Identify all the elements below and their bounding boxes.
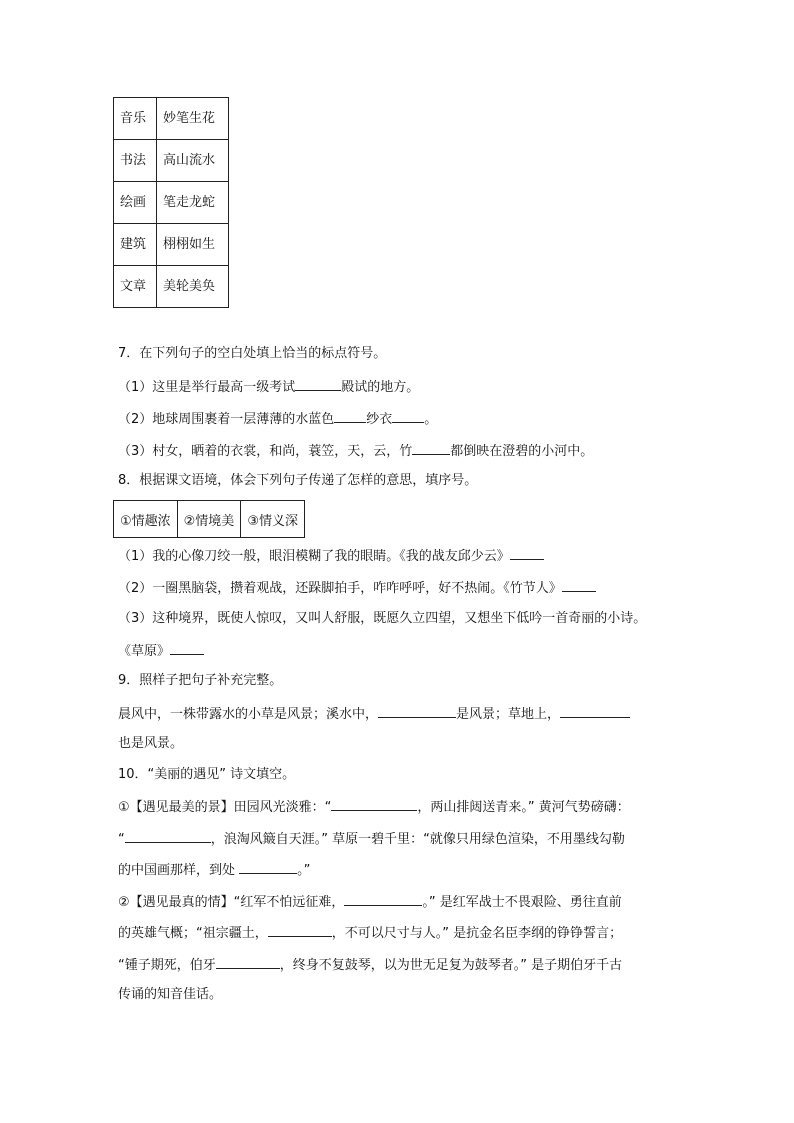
q8-s3-text-b: 《草原》: [118, 644, 171, 659]
options-table: [113, 500, 305, 538]
q8-s1-text: （1）我的心像刀绞一般，眼泪模糊了我的眼睛。《我的战友邱少云》: [118, 549, 510, 564]
table-cell-idiom: 笔走龙蛇: [157, 182, 229, 224]
table-row: [114, 182, 229, 224]
q10-text: ，两山排闼送青来。” 黄河气势磅礴：: [417, 800, 630, 815]
table-cell-idiom: 栩栩如生: [157, 224, 229, 266]
q7-s2-text-b: 纱衣: [366, 412, 393, 427]
table-row: [114, 266, 229, 308]
q10-text: “: [118, 832, 125, 847]
answer-blank[interactable]: [216, 955, 280, 969]
table-cell-idiom: 美轮美奂: [157, 266, 229, 308]
q7-s1-text-b: 殿试的地方。: [341, 380, 420, 395]
table-cell-art: 绘画: [114, 182, 157, 224]
answer-blank[interactable]: [560, 704, 630, 718]
option-3: ③情义深: [241, 501, 305, 538]
q10-p1-line-2: [118, 829, 625, 849]
q10-p2-line-4: 传诵的知音佳话。: [118, 987, 223, 1002]
q7-s1-text-a: （1）这里是举行最高一级考试: [118, 380, 296, 395]
table-cell-art: 文章: [114, 266, 157, 308]
q8-sentence-3: （3）这种境界，既使人惊叹，又叫人舒服，既愿久立四望，又想坐下低吟一首奇丽的小诗。: [118, 611, 647, 626]
q9-text-b: 是风景；草地上，: [456, 707, 561, 722]
q10-p2-line-3: [118, 955, 622, 975]
q10-text: 的英雄气概；“祖宗疆土，: [118, 926, 268, 941]
q10-text: 。” 是红军战士不畏艰险、勇往直前: [422, 895, 622, 910]
q7-sentence-2: [118, 409, 437, 429]
answer-blank[interactable]: [170, 641, 204, 655]
answer-blank[interactable]: [378, 704, 456, 718]
table-cell-art: 书法: [114, 140, 157, 182]
q10-text: ，不可以尺寸与人。” 是抗金名臣李纲的铮铮誓言；: [331, 926, 623, 941]
q10-text: 的中国画那样，到处: [118, 863, 240, 878]
answer-blank[interactable]: [344, 892, 422, 906]
q9-line-1: [118, 704, 630, 724]
q8-s2-text: （2）一圈黑脑袋，攒着观战，还跺脚拍手，咋咋呼呼，好不热闹。《竹节人》: [118, 581, 562, 596]
q10-text: ，浪淘风簸自天涯。” 草原一碧千里：“就像只用绿色渲染，不用墨线勾勒: [210, 832, 625, 847]
table-cell-art: 建筑: [114, 224, 157, 266]
matching-table: [113, 97, 229, 308]
q10-text: ①【遇见最美的景】田园风光淡雅：“: [118, 800, 332, 815]
q7-sentence-1: [118, 377, 419, 397]
q9-title: 9．照样子把句子补充完整。: [118, 673, 283, 688]
q9-text-a: 晨风中，一株带露水的小草是风景；溪水中，: [118, 707, 379, 722]
answer-blank[interactable]: [334, 409, 366, 423]
table-row: [114, 98, 229, 140]
answer-blank[interactable]: [331, 797, 417, 811]
q7-s2-text-c: 。: [424, 412, 438, 427]
table-row: [114, 224, 229, 266]
answer-blank[interactable]: [392, 409, 424, 423]
option-1: ①情趣浓: [114, 501, 178, 538]
q10-text: ②【遇见最真的情】“红军不怕远征难，: [118, 895, 345, 910]
q7-s2-text-a: （2）地球周围裹着一层薄薄的水蓝色: [118, 412, 335, 427]
answer-blank[interactable]: [510, 546, 544, 560]
q10-p1-line-3: [118, 860, 310, 880]
q8-sentence-1: [118, 546, 544, 566]
q7-s3-text-b: 都倒映在澄碧的小河中。: [450, 444, 594, 459]
option-2: ②情境美: [177, 501, 241, 538]
q10-p2-line-1: [118, 892, 622, 912]
q10-text: ，终身不复鼓琴，以为世无足复为鼓琴者。” 是子期伯牙千古: [279, 958, 623, 973]
answer-blank[interactable]: [295, 377, 341, 391]
answer-blank[interactable]: [239, 860, 297, 874]
answer-blank[interactable]: [268, 923, 332, 937]
table-cell-art: 音乐: [114, 98, 157, 140]
q7-sentence-3: [118, 441, 593, 461]
answer-blank[interactable]: [562, 578, 596, 592]
q10-p2-line-2: [118, 923, 622, 943]
q7-s3-text-a: （3）村女，晒着的衣裳，和尚，蓑笠，天，云，竹: [118, 444, 413, 459]
q9-line-2: 也是风景。: [118, 736, 184, 751]
q8-sentence-3-cont: [118, 641, 204, 661]
q8-sentence-2: [118, 578, 596, 598]
q10-text: 。”: [297, 863, 311, 878]
answer-blank[interactable]: [412, 441, 450, 455]
table-cell-idiom: 高山流水: [157, 140, 229, 182]
q10-text: “锺子期死，伯牙: [118, 958, 216, 973]
table-row: [114, 501, 305, 538]
q10-title: 10．“美丽的遇见” 诗文填空。: [118, 767, 296, 782]
answer-blank[interactable]: [125, 829, 211, 843]
q10-p1-line-1: [118, 797, 630, 817]
q8-title: 8．根据课文语境，体会下列句子传递了怎样的意思，填序号。: [118, 473, 478, 488]
q7-title: 7．在下列句子的空白处填上恰当的标点符号。: [118, 346, 387, 361]
table-row: [114, 140, 229, 182]
table-cell-idiom: 妙笔生花: [157, 98, 229, 140]
